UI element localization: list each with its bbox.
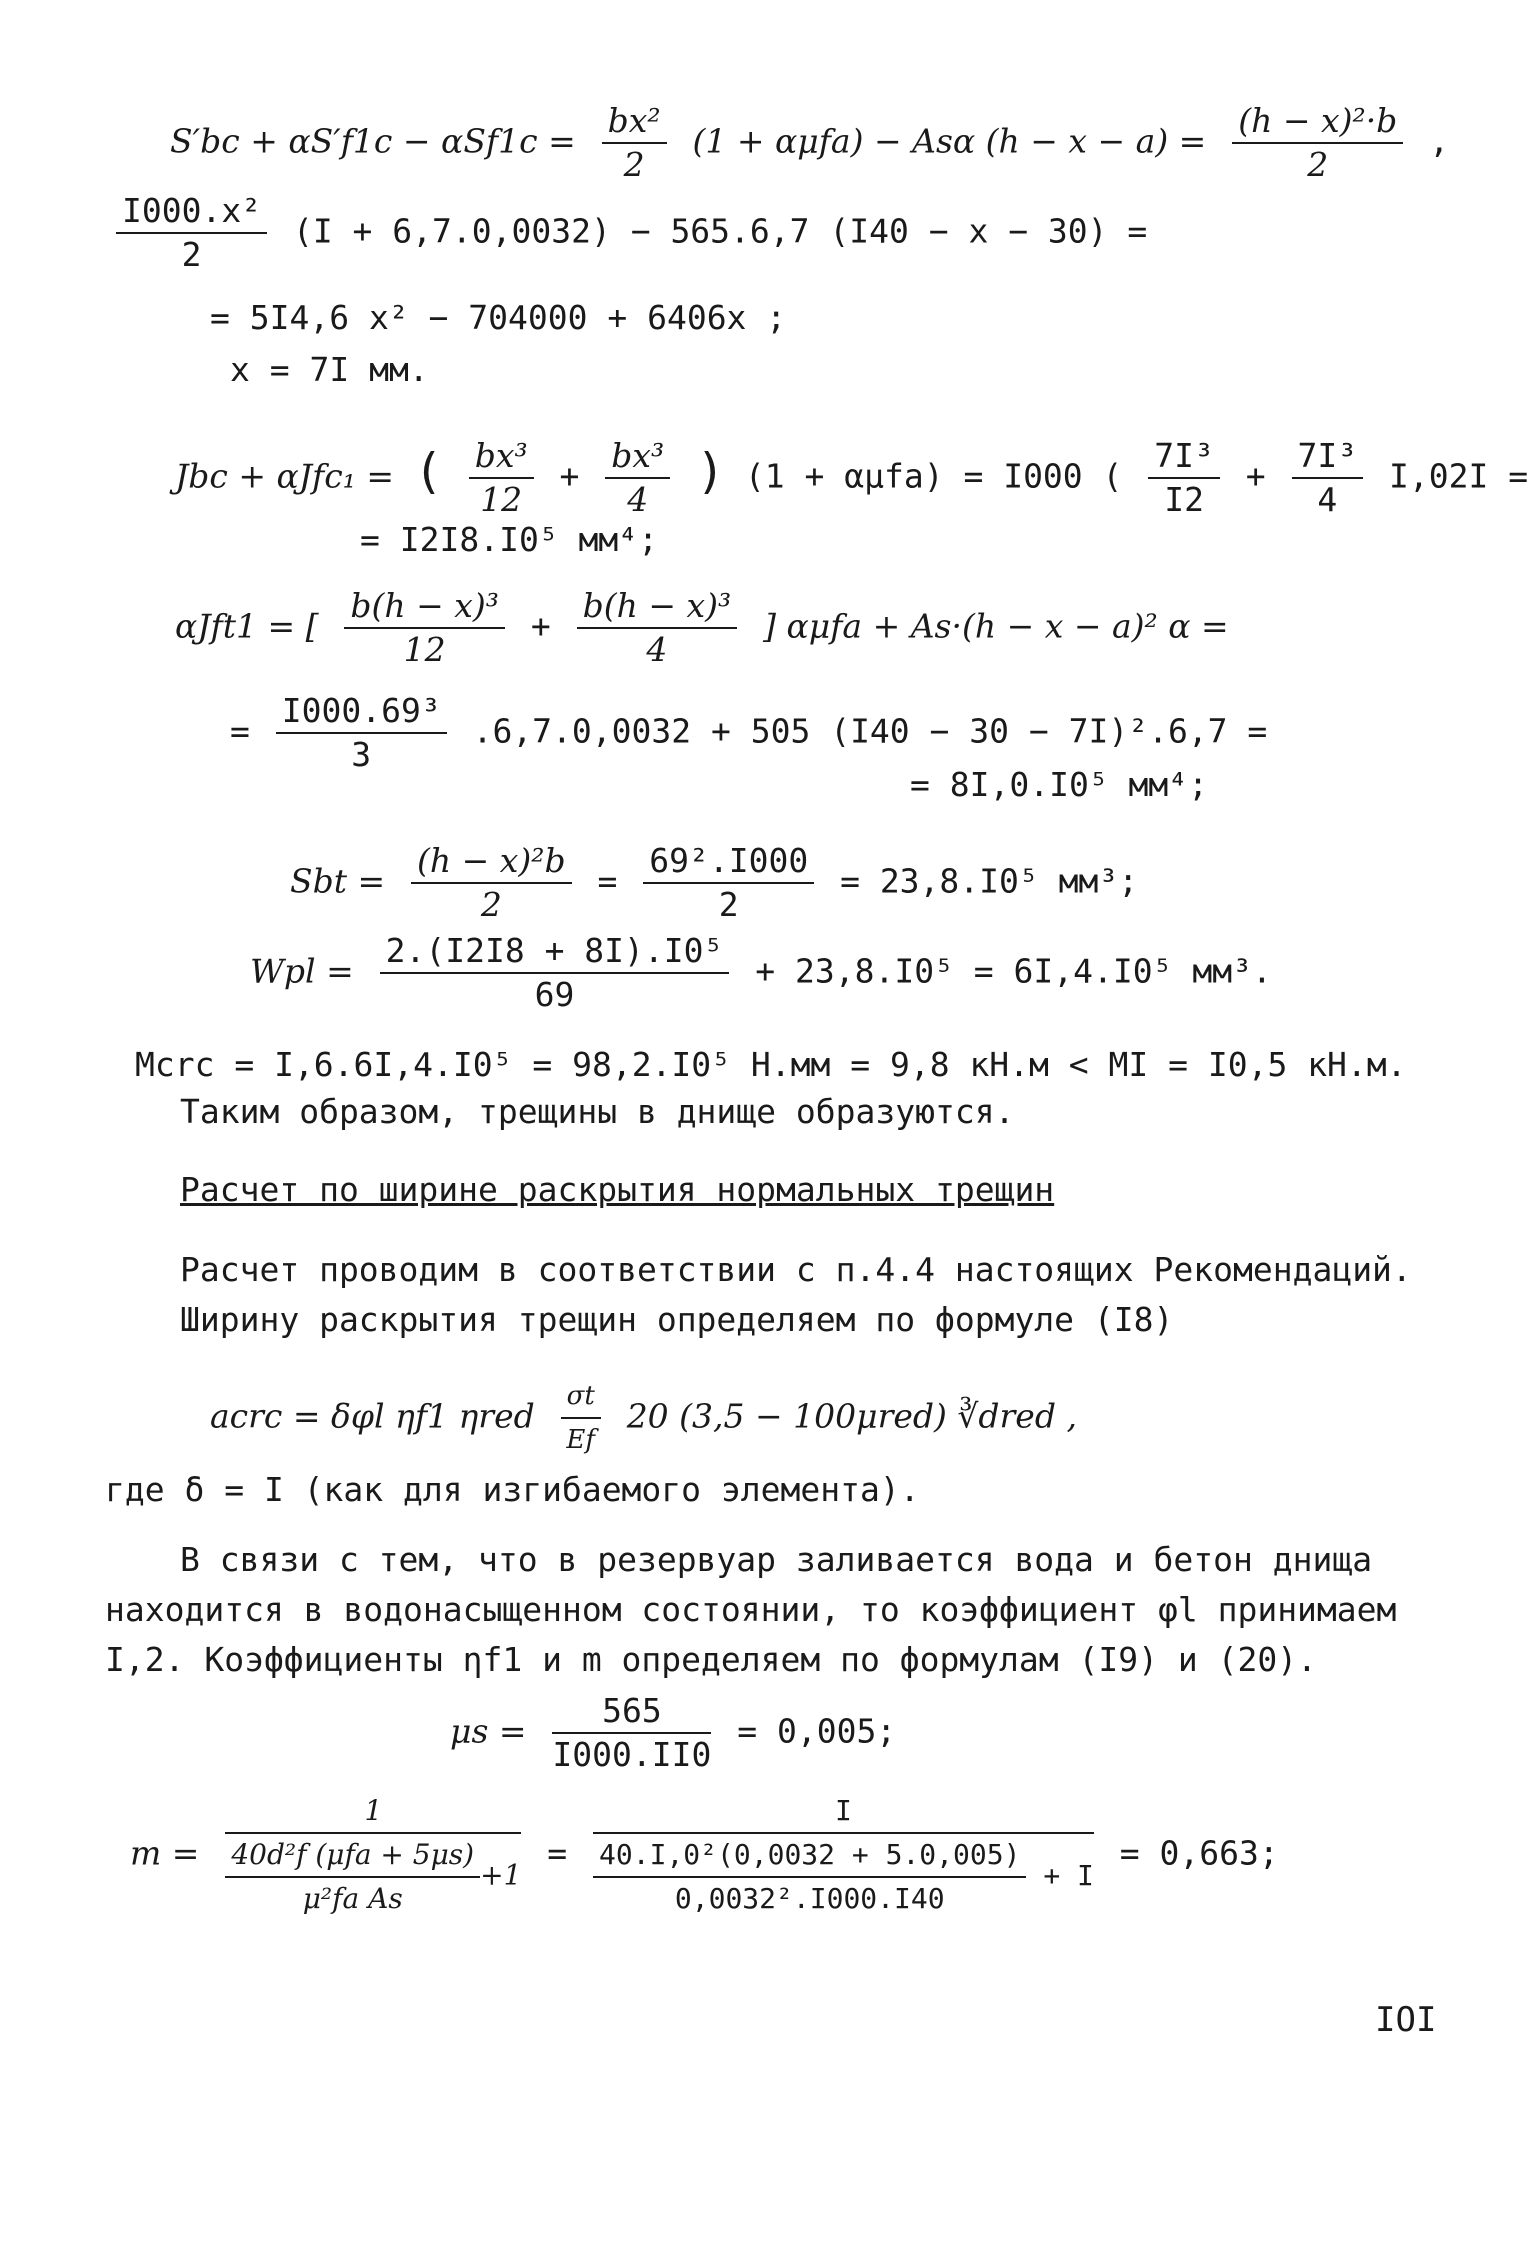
paragraph-line: I,2. Коэффициенты ηf1 и m определяем по формулам (I9) и (20). bbox=[105, 1640, 1317, 1679]
equation-reinforcement-ratio: μs = $\frac{565}{I000.II0}$ = 0,005; bbox=[450, 1691, 897, 1774]
paragraph-line: В связи с тем, что в резервуар заливается вода и бетон днища bbox=[180, 1540, 1373, 1579]
equation-cracking-moment: Mcrc = I,6.6I,4.I0⁵ = 98,2.I0⁵ Н.мм = 9,8 кН.м < MI = I0,5 кН.м. bbox=[135, 1045, 1407, 1084]
equation-inertia-substitution: = $\frac{\text{I000.69³}}{3}$ .6,7.0,0032 + 505 (I40 − 30 − 7I)².6,7 = bbox=[230, 691, 1268, 774]
equation-substitution: $\frac{\text{I000.x²}}{2}$ (I + 6,7.0,0032) − 565.6,7 (I40 − x − 30) = bbox=[110, 190, 1147, 276]
equation-static-moment-tension: Sbt = $\frac{\text{(h − x)²b}}{2}$ = $\frac{\text{69².I000}}{2}$ = 23,8.I0⁵ мм³; bbox=[290, 841, 1139, 924]
equation-middle: (1 + αμfa) − Asα (h − x − a) = bbox=[692, 121, 1207, 161]
equation-inertia-tension: αJft1 = [ $\frac{\text{b(h − x)³}}{12}$ + $\frac{\text{b(h − x)³}}{4}$ ] αμfa + As·(h − x − a)² α = bbox=[175, 586, 1229, 669]
paragraph-line: Расчет проводим в соответствии с п.4.4 настоящих Рекомендаций. bbox=[180, 1250, 1412, 1289]
equation-coefficient-m: m = 1 $\frac{\text{40d²f (μfa + 5μs)}}{\text{μ²fa As}}$ +1 = I $\frac{\text{40.I,0²(0,0032 + 5.0,005)}}{\text{0,0032².I000.I40}}$ + I = 0,663; bbox=[130, 1790, 1279, 1920]
fraction: $\frac{\text{I000.x²}}{2}$ bbox=[116, 190, 267, 276]
equation-inertia-compressed: Jbc + αJfc₁ = ( $\frac{\text{bx³}}{12}$ + $\frac{\text{bx³}}{4}$ ) (1 + αμfa) = I000 ( $\frac{\text{7I³}}{I2}$ + $\frac{\text{7I³}}{4}$ I,02I = bbox=[175, 436, 1529, 519]
equation-result: = 5I4,6 x² − 704000 + 6406x ; bbox=[210, 298, 787, 337]
equation-lhs: S′bc + αS′f1c − αSf1c = bbox=[170, 121, 576, 161]
equation-static-moment: S′bc + αS′f1c − αSf1c = $\frac{\text{bx²}}{2}$ (1 + αμfa) − Asα (h − x − a) = $\frac{\text{(h − x)²·b}}{2}$ , bbox=[170, 101, 1450, 184]
paragraph-line: находится в водонасыщенном состоянии, то коэффициент φl принимаем bbox=[105, 1590, 1397, 1629]
equation-section-modulus: Wpl = $\frac{\text{2.(I2I8 + 8I).I0⁵}}{69}$ + 23,8.I0⁵ = 6I,4.I0⁵ мм³. bbox=[250, 931, 1272, 1014]
paragraph-line: где δ = I (как для изгибаемого элемента). bbox=[105, 1470, 920, 1509]
equation-inertia-result: = I2I8.I0⁵ мм⁴; bbox=[360, 520, 659, 559]
section-heading: Расчет по ширине раскрытия нормальных трещин bbox=[180, 1170, 1055, 1209]
paragraph-line: Ширину раскрытия трещин определяем по формуле (I8) bbox=[180, 1300, 1174, 1339]
page-number: IOI bbox=[1375, 2000, 1437, 2040]
equation-crack-width: acrc = δφl ηf1 ηred $\frac{\sigma t}{Ef}$ 20 (3,5 − 100μred) ∛dred , bbox=[210, 1375, 1077, 1461]
fraction: $\frac{\text{(h − x)²·b}}{2}$ bbox=[1232, 100, 1403, 186]
equation-inertia-tension-result: = 8I,0.I0⁵ мм⁴; bbox=[910, 765, 1209, 804]
fraction: $\frac{\text{bx²}}{2}$ bbox=[602, 100, 667, 186]
equation-x-value: x = 7I мм. bbox=[230, 350, 429, 389]
conclusion-text: Таким образом, трещины в днище образуются. bbox=[180, 1092, 1015, 1131]
